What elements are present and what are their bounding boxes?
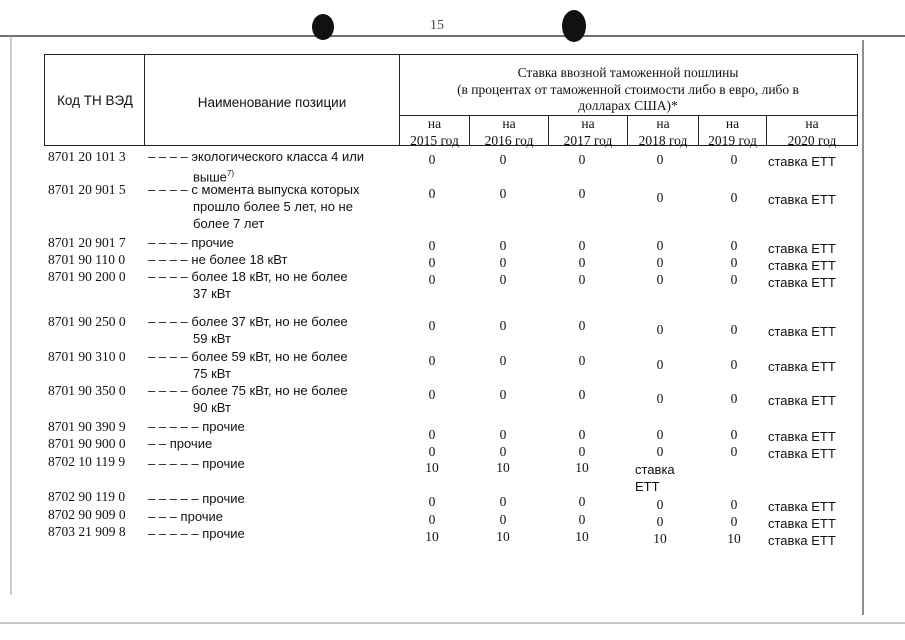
rate-2020: ставка ЕТТ <box>768 446 836 461</box>
rate-2016: 0 <box>499 494 507 509</box>
row-name: – – – – более 18 кВт, но не более 37 кВт <box>148 269 348 301</box>
rate-2019: 0 <box>730 152 738 167</box>
rate-2017: 0 <box>578 444 586 459</box>
rate-2018: 0 <box>656 272 664 287</box>
table-row <box>0 453 905 494</box>
row-name: – – – – – прочие <box>148 491 245 506</box>
rate-2018: 0 <box>656 322 664 337</box>
row-code: 8701 20 101 3 <box>48 149 126 164</box>
rate-2019: 0 <box>730 427 738 442</box>
rate-2015: 0 <box>428 238 436 253</box>
rate-2016: 0 <box>499 318 507 333</box>
rate-2015: 0 <box>428 494 436 509</box>
rate-2016: 0 <box>499 255 507 270</box>
row-code: 8701 90 110 0 <box>48 252 126 267</box>
rate-2016: 10 <box>496 460 510 475</box>
rate-2016: 0 <box>499 444 507 459</box>
punch-hole-left <box>312 14 334 40</box>
rate-2016: 0 <box>499 152 507 167</box>
table-row <box>0 148 905 185</box>
rate-2017: 0 <box>578 272 586 287</box>
rate-2018: 0 <box>656 152 664 167</box>
rate-2016: 0 <box>499 387 507 402</box>
rate-2020: ставка ЕТТ <box>768 275 836 290</box>
rate-2019: 0 <box>730 391 738 406</box>
table-row <box>0 313 905 346</box>
rate-2016: 0 <box>499 186 507 201</box>
rate-2018: 0 <box>656 357 664 372</box>
rate-2017: 0 <box>578 494 586 509</box>
row-code: 8702 90 909 0 <box>48 507 126 522</box>
row-name: – – – – с момента выпуска которых прошло более 5 лет, но не более 7 лет <box>148 182 360 231</box>
rate-2019: 0 <box>730 255 738 270</box>
rate-2017: 10 <box>575 529 589 544</box>
rate-2020: ставка ЕТТ <box>768 429 836 444</box>
rate-2018: 0 <box>656 391 664 406</box>
rate-2016: 0 <box>499 272 507 287</box>
rate-2017: 0 <box>578 427 586 442</box>
header-name: Наименование позиции <box>197 95 347 110</box>
rate-2018: ставка ЕТТ <box>635 462 675 494</box>
row-code: 8703 21 909 8 <box>48 524 126 539</box>
rate-2020: ставка ЕТТ <box>768 154 836 169</box>
rate-2015: 0 <box>428 387 436 402</box>
rate-2018: 0 <box>656 514 664 529</box>
table-row <box>0 251 905 273</box>
rate-2015: 0 <box>428 353 436 368</box>
row-code: 8701 90 900 0 <box>48 436 126 451</box>
row-name: – – – – – прочие <box>148 419 245 434</box>
rate-2015: 10 <box>425 529 439 544</box>
row-code: 8701 20 901 5 <box>48 182 126 197</box>
row-code: 8701 90 390 9 <box>48 419 126 434</box>
row-code: 8701 90 310 0 <box>48 349 126 364</box>
table-row <box>0 435 905 461</box>
row-code: 8701 90 250 0 <box>48 314 126 329</box>
rate-2017: 0 <box>578 255 586 270</box>
header-year-2015: на 2015 год <box>410 116 459 148</box>
rate-2019: 10 <box>727 531 741 546</box>
row-name: – – – – более 37 кВт, но не более 59 кВт <box>148 314 348 346</box>
rate-2017: 0 <box>578 318 586 333</box>
table-row <box>0 382 905 415</box>
rate-2018: 0 <box>656 255 664 270</box>
table-row <box>0 348 905 381</box>
table-row <box>0 181 905 231</box>
scan-edge-bottom <box>0 622 905 624</box>
table-row <box>0 488 905 514</box>
rate-2016: 0 <box>499 238 507 253</box>
rate-2015: 10 <box>425 460 439 475</box>
table-row <box>0 234 905 256</box>
row-code: 8701 90 350 0 <box>48 383 126 398</box>
row-name: – – – – более 75 кВт, но не более 90 кВт <box>148 383 348 415</box>
rate-2018: 0 <box>656 238 664 253</box>
rate-2020: ставка ЕТТ <box>768 533 836 548</box>
rate-2015: 0 <box>428 186 436 201</box>
rate-2017: 0 <box>578 186 586 201</box>
page-number: 15 <box>430 18 444 33</box>
rate-2015: 0 <box>428 444 436 459</box>
rate-2017: 10 <box>575 460 589 475</box>
table-row <box>0 523 905 548</box>
rate-2019: 0 <box>730 514 738 529</box>
row-name: – – – – экологического класса 4 или выше$^{7)}$ <box>148 149 365 185</box>
rate-2020: ставка ЕТТ <box>768 192 836 207</box>
rate-2020: ставка ЕТТ <box>768 393 836 408</box>
rate-2017: 0 <box>578 152 586 167</box>
rate-2020: ставка ЕТТ <box>768 258 836 273</box>
table-row <box>0 506 905 531</box>
rate-2020: ставка ЕТТ <box>768 241 836 256</box>
row-name: – – – – – прочие <box>148 456 245 471</box>
row-name: – – – – не более 18 кВт <box>148 252 288 267</box>
rate-2015: 0 <box>428 427 436 442</box>
header-rate-line3: долларах США)* <box>578 98 678 113</box>
rate-2016: 0 <box>499 512 507 527</box>
rate-2019: 0 <box>730 322 738 337</box>
rate-2019: 0 <box>730 272 738 287</box>
row-name: – – прочие <box>148 436 213 451</box>
row-code: 8702 90 119 0 <box>48 489 126 504</box>
rate-2017: 0 <box>578 512 586 527</box>
rate-2015: 0 <box>428 512 436 527</box>
rate-2018: 10 <box>653 531 667 546</box>
punch-hole-right <box>562 10 586 42</box>
row-name: – – – – более 59 кВт, но не более 75 кВт <box>148 349 348 381</box>
rate-2020: ставка ЕТТ <box>768 359 836 374</box>
rate-2020: ставка ЕТТ <box>768 516 836 531</box>
rate-2018: 0 <box>656 427 664 442</box>
rate-2015: 0 <box>428 272 436 287</box>
rate-2017: 0 <box>578 387 586 402</box>
scan-edge-top <box>0 35 905 37</box>
rate-2020: ставка ЕТТ <box>768 499 836 514</box>
rate-2019: 0 <box>730 497 738 512</box>
rate-2019: 0 <box>730 357 738 372</box>
row-name: – – – прочие <box>148 509 224 524</box>
rate-2016: 0 <box>499 427 507 442</box>
header-rate-line2: (в процентах от таможенной стоимости либо в евро, либо в <box>457 82 799 97</box>
row-code: 8701 20 901 7 <box>48 235 126 250</box>
header-year-2020: на 2020 год <box>787 116 837 148</box>
rate-2019: 0 <box>730 444 738 459</box>
rate-2017: 0 <box>578 353 586 368</box>
rate-2015: 0 <box>428 318 436 333</box>
row-code: 8702 10 119 9 <box>48 454 126 469</box>
row-name: – – – – прочие <box>148 235 234 250</box>
header-year-2017: на 2017 год <box>563 116 613 148</box>
rate-2018: 0 <box>656 497 664 512</box>
row-code: 8701 90 200 0 <box>48 269 126 284</box>
row-name: – – – – – прочие <box>148 526 245 541</box>
rate-2019: 0 <box>730 190 738 205</box>
header-code: Код ТН ВЭД <box>57 93 133 108</box>
rate-2018: 0 <box>656 444 664 459</box>
rate-2016: 0 <box>499 353 507 368</box>
header-year-2019: на 2019 год <box>708 116 757 148</box>
header-year-2016: на 2016 год <box>484 116 534 148</box>
rate-2017: 0 <box>578 238 586 253</box>
rate-2015: 0 <box>428 255 436 270</box>
header-year-2018: на 2018 год <box>638 116 688 148</box>
rate-2016: 10 <box>496 529 510 544</box>
header-rate-line1: Ставка ввозной таможенной пошлины <box>517 65 739 80</box>
rate-2015: 0 <box>428 152 436 167</box>
rate-2020: ставка ЕТТ <box>768 324 836 339</box>
table-row <box>0 268 905 301</box>
rate-2019: 0 <box>730 238 738 253</box>
rate-2018: 0 <box>656 190 664 205</box>
